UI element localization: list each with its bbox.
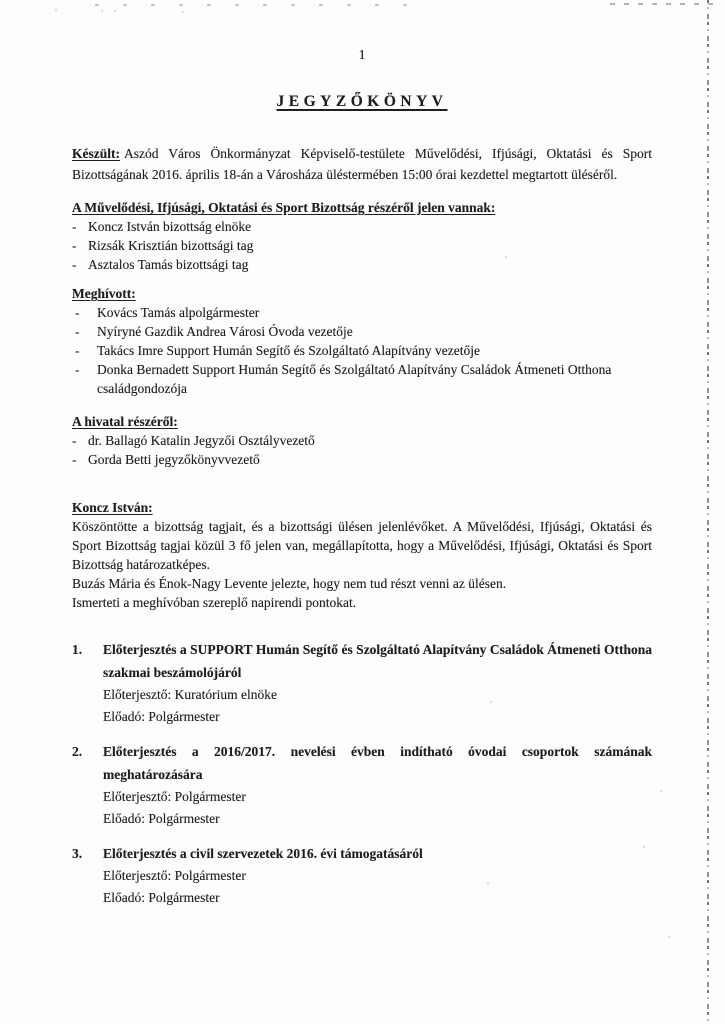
invited-name: Takács Imre Support Humán Segítő és Szolgáltató Alapítvány vezetője	[97, 343, 480, 358]
bullet-dash: -	[75, 362, 80, 377]
invited-heading: Meghívott:	[72, 286, 136, 301]
speaker-heading: Koncz István:	[72, 500, 153, 515]
list-item	[72, 255, 652, 274]
speaker-section	[72, 498, 652, 612]
attendance-heading: A Művelődési, Ifjúsági, Oktatási és Sport Bizottság részéről jelen vannak:	[72, 200, 496, 215]
intro-paragraph	[72, 143, 652, 185]
bullet-dash: -	[72, 433, 77, 448]
attendee-name: Rizsák Krisztián bizottsági tag	[88, 238, 254, 253]
scan-speck	[660, 790, 662, 792]
scan-speck	[668, 936, 670, 938]
speaker-paragraph: Köszöntötte a bizottság tagjait, és a bizottsági ülésen jelenlévőket. A Művelődési, Ifjúsági, Oktatási és Sport Bizottság tagjai közül 3 fő jelen van, megállapította, hogy a Művelődési, Ifjúsági, Oktatási és Sport Bizottság határozatképes.	[72, 519, 652, 572]
agenda-item	[72, 842, 652, 909]
agenda-item-body	[103, 638, 652, 728]
document-content	[72, 0, 652, 909]
page-number: 1	[358, 48, 366, 63]
agenda-lecturer-line: Előadó: Polgármester	[103, 811, 220, 826]
scan-artifact-dotted-line	[707, 0, 709, 1024]
agenda-item-title: Előterjesztés a civil szervezetek 2016. évi támogatásáról	[103, 846, 423, 861]
agenda-item	[72, 740, 652, 830]
speaker-paragraph: Ismerteti a meghívóban szereplő napirendi pontokat.	[72, 595, 357, 610]
bullet-dash: -	[72, 257, 77, 272]
office-heading: A hivatal részéről:	[72, 414, 178, 429]
invited-name: Kovács Tamás alpolgármester	[97, 305, 260, 320]
agenda-list	[72, 638, 652, 909]
office-name: Gorda Betti jegyzőkönyvvezető	[88, 452, 260, 467]
office-section	[72, 412, 652, 469]
attendee-name: Koncz István bizottság elnöke	[88, 219, 252, 234]
list-item	[72, 341, 652, 360]
agenda-item-number: 3.	[72, 846, 83, 861]
agenda-presenter-line: Előterjesztő: Polgármester	[103, 868, 246, 883]
list-item	[72, 322, 652, 341]
speaker-paragraph: Buzás Mária és Énok-Nagy Levente jelezte, hogy nem tud részt venni az ülésen.	[72, 576, 507, 591]
invited-name: Donka Bernadett Support Humán Segítő és Szolgáltató Alapítvány Családok Átmeneti Otthona családgondozója	[97, 362, 612, 396]
list-item	[72, 217, 652, 236]
bullet-dash: -	[72, 238, 77, 253]
list-item	[72, 450, 652, 469]
attendee-name: Asztalos Tamás bizottsági tag	[88, 257, 249, 272]
intro-label: Készült:	[72, 146, 120, 161]
agenda-lecturer-line: Előadó: Polgármester	[103, 890, 220, 905]
agenda-item	[72, 638, 652, 728]
agenda-item-number: 2.	[72, 744, 83, 759]
bullet-dash: -	[72, 219, 77, 234]
agenda-item-title: Előterjesztés a SUPPORT Humán Segítő és Szolgáltató Alapítvány Családok Átmeneti Otthona szakmai beszámolójáról	[103, 642, 652, 680]
invited-section	[72, 284, 652, 398]
bullet-dash: -	[75, 324, 80, 339]
attendance-section	[72, 198, 652, 274]
invited-name: Nyíryné Gazdik Andrea Városi Óvoda vezetője	[97, 324, 353, 339]
bullet-dash: -	[75, 305, 80, 320]
agenda-presenter-line: Előterjesztő: Polgármester	[103, 789, 246, 804]
agenda-item-body	[103, 842, 652, 909]
list-item	[72, 303, 652, 322]
list-item	[72, 360, 652, 398]
agenda-item-title: Előterjesztés a 2016/2017. nevelési évben indítható óvodai csoportok számának meghatározására	[103, 744, 652, 782]
agenda-presenter-line: Előterjesztő: Kuratórium elnöke	[103, 687, 277, 702]
bullet-dash: -	[75, 343, 80, 358]
list-item	[72, 431, 652, 450]
document-title: JEGYZŐKÖNYV	[276, 93, 448, 110]
bullet-dash: -	[72, 452, 77, 467]
agenda-item-number: 1.	[72, 642, 83, 657]
agenda-lecturer-line: Előadó: Polgármester	[103, 709, 220, 724]
office-name: dr. Ballagó Katalin Jegyzői Osztályvezető	[88, 433, 315, 448]
scan-speck	[55, 9, 57, 11]
list-item	[72, 236, 652, 255]
agenda-item-body	[103, 740, 652, 830]
intro-text: Aszód Város Önkormányzat Képviselő-testülete Művelődési, Ifjúsági, Oktatási és Sport Bizottságának 2016. április 18-án a Városháza üléstermében 15:00 órai kezdettel megtartott üléséről.	[72, 146, 652, 182]
